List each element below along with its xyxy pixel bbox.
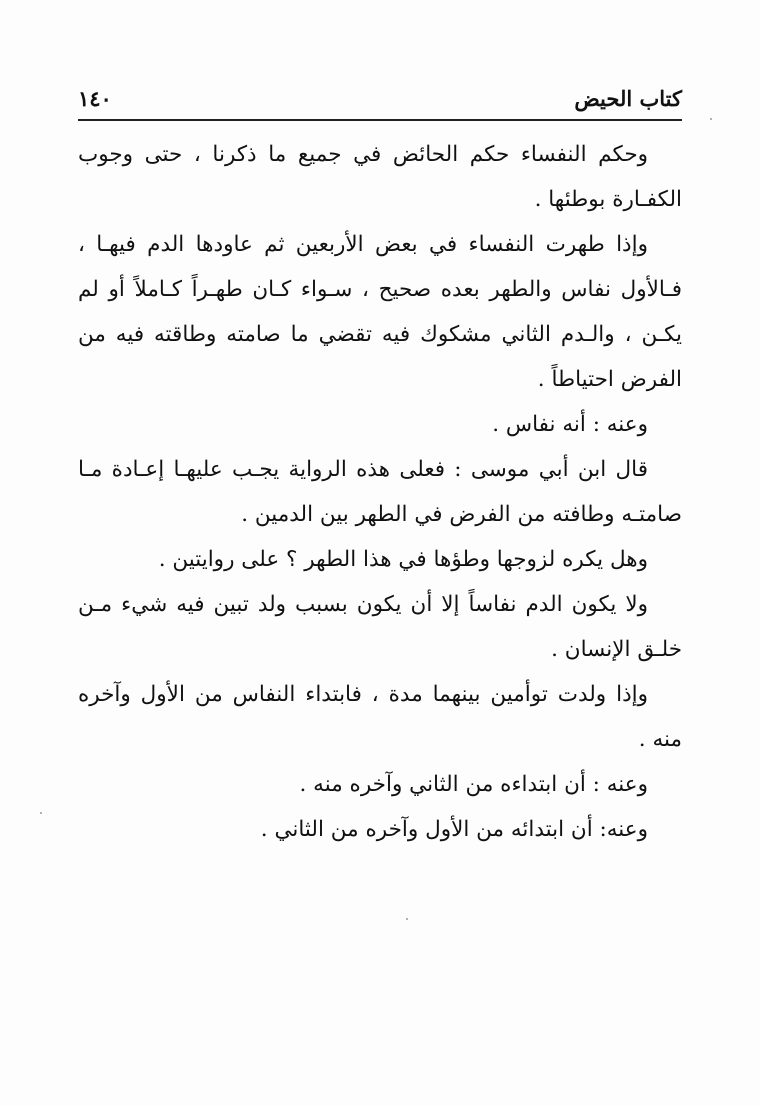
- chapter-title: كتاب الحيض: [574, 86, 682, 111]
- main-text: [78, 132, 682, 852]
- paragraph-purity-within-forty: وإذا طهرت النفساء في بعض الأربعين ثم عاودها الدم فيهـا ، فـالأول نفاس والطهر بعده صحيح ، سـواء كـان طهـراً كـاملاً أو لم يكـن ، والـدم الثاني مشكوك فيه تقضي ما صامته وطاقته فيه من الفرض احتياطاً .: [78, 232, 682, 392]
- paragraph-twins: وإذا ولدت توأمين بينهما مدة ، فابتداء النفاس من الأول وآخره منه .: [78, 682, 682, 752]
- paragraph-narration-nifas: وعنه : أنه نفاس .: [492, 412, 648, 437]
- scan-speck: [40, 812, 42, 814]
- paragraph-nifas-ruling: وحكم النفساء حكم الحائض في جميع ما ذكرنا ، حتى وجوب الكفـارة بوطئها .: [78, 142, 682, 212]
- paragraph-narration-first-second: وعنه: أن ابتدائه من الأول وآخره من الثاني .: [260, 817, 648, 842]
- paragraph-intercourse-question: وهل يكره لزوجها وطؤها في هذا الطهر ؟ على روايتين .: [158, 547, 648, 572]
- scan-speck: [406, 918, 408, 920]
- paragraph-ibn-abi-musa: قال ابن أبي موسى : فعلى هذه الرواية يجـب عليهـا إعـادة مـا صامتـه وطافته من الفرض في الطهر بين الدمين .: [78, 457, 682, 527]
- paragraph-nifas-condition: ولا يكون الدم نفاساً إلا أن يكون بسبب ولد تبين فيه شيء مـن خلـق الإنسان .: [78, 592, 682, 662]
- paragraph-narration-second: وعنه : أن ابتداءه من الثاني وآخره منه .: [299, 772, 648, 797]
- scan-speck: [710, 118, 712, 120]
- page-number: ١٤٠: [78, 86, 112, 111]
- header-divider: [78, 119, 682, 121]
- running-header: [78, 78, 682, 118]
